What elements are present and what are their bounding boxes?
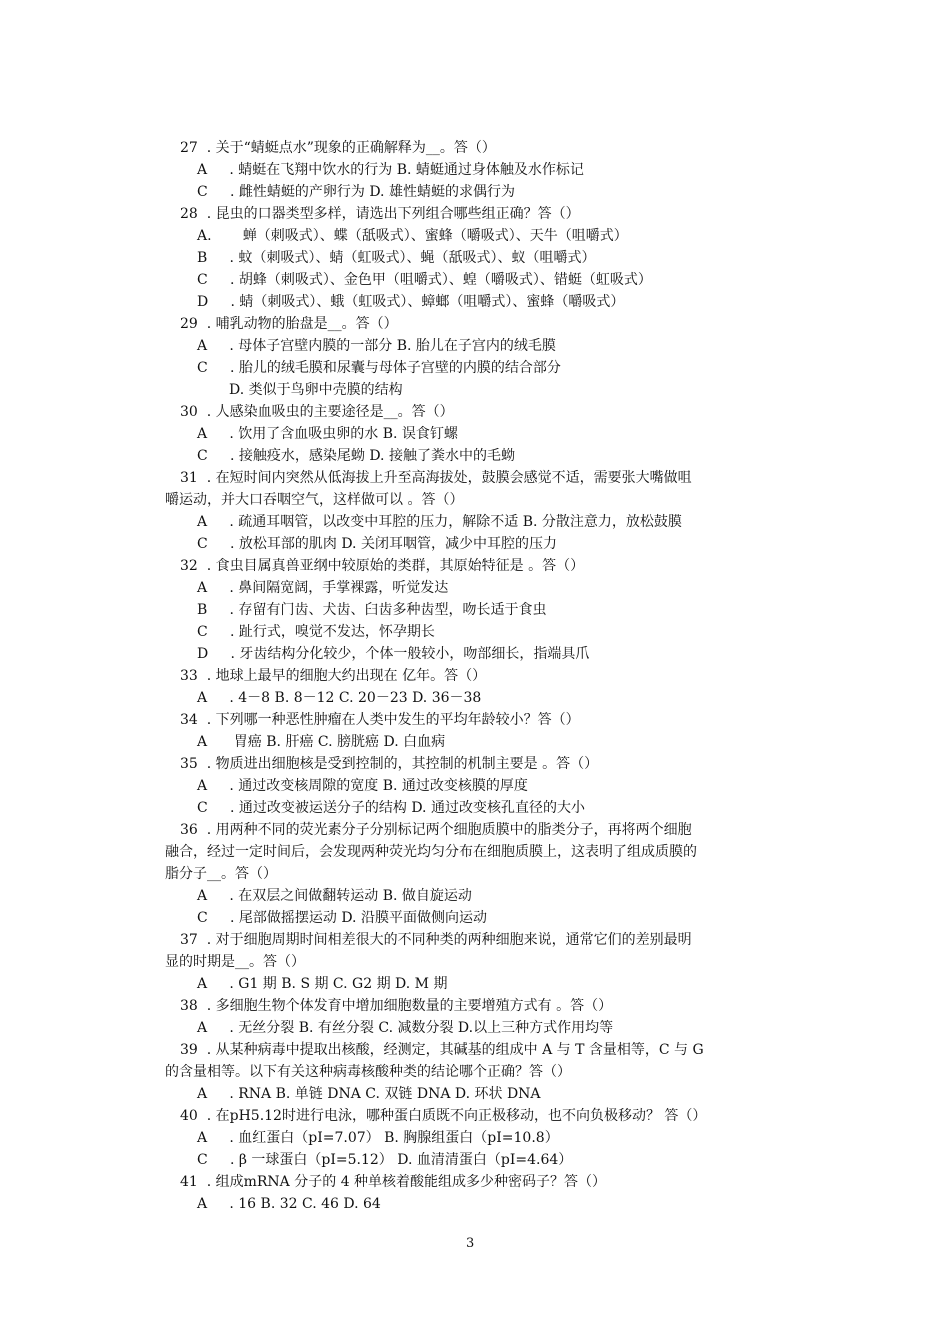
text-line: A . 蜻蜓在飞翔中饮水的行为 B. 蜻蜓通过身体触及水作标记 xyxy=(197,162,584,178)
text-line: D. 类似于鸟卵中壳膜的结构 xyxy=(229,382,403,398)
text-line: 28 . 昆虫的口器类型多样，请选出下列组合哪些组正确？答（） xyxy=(180,206,580,222)
text-line: A . 血红蛋白（pI=7.07） B. 胸腺组蛋白（pI=10.8） xyxy=(197,1130,559,1146)
text-line: A . G1 期 B. S 期 C. G2 期 D. M 期 xyxy=(197,976,448,992)
text-line: 29 . 哺乳动物的胎盘是__。答（） xyxy=(180,316,398,332)
text-line: D . 蜻（刺吸式）、蛾（虹吸式）、蟑螂（咀嚼式）、蜜蜂（嚼吸式） xyxy=(197,294,625,310)
text-line: 37 . 对于细胞周期时间相差很大的不同种类的两种细胞来说，通常它们的差别最明 xyxy=(180,932,692,948)
page-number: 3 xyxy=(466,1236,475,1251)
text-line: A . 母体子宫壁内膜的一部分 B. 胎儿在子宫内的绒毛膜 xyxy=(197,338,556,354)
text-line: 36 . 用两种不同的荧光素分子分别标记两个细胞质膜中的脂类分子，再将两个细胞 xyxy=(180,822,692,838)
text-line: 35 . 物质进出细胞核是受到控制的，其控制的机制主要是 。答（） xyxy=(180,756,599,772)
text-line: C . 趾行式，嗅觉不发达，怀孕期长 xyxy=(197,624,435,640)
text-line: A. 蝉（刺吸式）、蝶（舐吸式）、蜜蜂（嚼吸式）、天牛（咀嚼式） xyxy=(197,228,628,244)
text-line: B . 存留有门齿、犬齿、臼齿多种齿型，吻长适于食虫 xyxy=(197,602,547,618)
text-line: C . 通过改变被运送分子的结构 D. 通过改变核孔直径的大小 xyxy=(197,800,585,816)
text-line: 31 . 在短时间内突然从低海拔上升至高海拔处，鼓膜会感觉不适，需要张大嘴做咀 xyxy=(180,470,692,486)
text-line: 显的时期是__。答（） xyxy=(165,954,305,970)
text-line: 40 . 在pH5.12时进行电泳，哪种蛋白质既不向正极移动，也不向负极移动？ 答（） xyxy=(180,1108,707,1124)
text-line: C . 胎儿的绒毛膜和尿囊与母体子宫壁的内膜的结合部分 xyxy=(197,360,561,376)
text-line: 41 . 组成mRNA 分子的 4 种单核着酸能组成多少种密码子？答（） xyxy=(180,1174,607,1190)
text-line: A . 饮用了含血吸虫卵的水 B. 误食钉螺 xyxy=(197,426,458,442)
text-line: A . 通过改变核周隙的宽度 B. 通过改变核膜的厚度 xyxy=(197,778,528,794)
text-line: A . RNA B. 单链 DNA C. 双链 DNA D. 环状 DNA xyxy=(197,1086,541,1102)
text-line: C . 尾部做摇摆运动 D. 沿膜平面做侧向运动 xyxy=(197,910,487,926)
text-line: 38 . 多细胞生物个体发育中增加细胞数量的主要增殖方式有 。答（） xyxy=(180,998,613,1014)
text-line: C . 雌性蜻蜓的产卵行为 D. 雄性蜻蜓的求偶行为 xyxy=(197,184,515,200)
text-line: 融合，经过一定时间后，会发现两种荧光均匀分布在细胞质膜上，这表明了组成质膜的 xyxy=(165,844,697,860)
text-line: D . 牙齿结构分化较少，个体一般较小，吻部细长，指端具爪 xyxy=(197,646,590,662)
text-line: 嚼运动，并大口吞咽空气，这样做可以 。答（） xyxy=(165,492,464,508)
text-line: 39 . 从某种病毒中提取出核酸，经测定，其碱基的组成中 A 与 T 含量相等，C 与 G xyxy=(180,1042,704,1058)
text-line: A . 疏通耳咽管，以改变中耳腔的压力，解除不适 B. 分散注意力，放松鼓膜 xyxy=(197,514,682,530)
text-line: 34 . 下列哪一种恶性肿瘤在人类中发生的平均年龄较小？答（） xyxy=(180,712,580,728)
text-line: 33 . 地球上最早的细胞大约出现在 亿年。答（） xyxy=(180,668,487,684)
text-line: A . 4－8 B. 8－12 C. 20－23 D. 36－38 xyxy=(197,690,482,706)
text-line: B . 蚊（刺吸式）、蜻（虹吸式）、蝇（舐吸式）、蚁（咀嚼式） xyxy=(197,250,596,266)
text-line: 脂分子__。答（） xyxy=(165,866,277,882)
text-line: C . 胡蜂（刺吸式）、金色甲（咀嚼式）、蝗（嚼吸式）、错蜓（虹吸式） xyxy=(197,272,652,288)
text-line: A . 在双层之间做翻转运动 B. 做自旋运动 xyxy=(197,888,472,904)
text-line: 的含量相等。以下有关这种病毒核酸种类的结论哪个正确？答（） xyxy=(165,1064,571,1080)
text-line: 32 . 食虫目属真兽亚纲中较原始的类群，其原始特征是 。答（） xyxy=(180,558,585,574)
text-line: C . β 一球蛋白（pI=5.12） D. 血清清蛋白（pI=4.64） xyxy=(197,1152,573,1168)
text-line: 30 . 人感染血吸虫的主要途径是__。答（） xyxy=(180,404,454,420)
text-line: A . 鼻间隔宽阔，手掌裸露，听觉发达 xyxy=(197,580,449,596)
text-line: A . 16 B. 32 C. 46 D. 64 xyxy=(197,1196,381,1212)
text-line: C . 接触疫水，感染尾蚴 D. 接触了粪水中的毛蚴 xyxy=(197,448,515,464)
text-line: C . 放松耳部的肌肉 D. 关闭耳咽管，减少中耳腔的压力 xyxy=(197,536,557,552)
text-line: A 胃癌 B. 肝癌 C. 膀胱癌 D. 白血病 xyxy=(197,734,446,750)
text-line: 27 . 关于“蜻蜓点水”现象的正确解释为__。答（） xyxy=(180,140,496,156)
text-line: A . 无丝分裂 B. 有丝分裂 C. 减数分裂 D.以上三种方式作用均等 xyxy=(197,1020,614,1036)
